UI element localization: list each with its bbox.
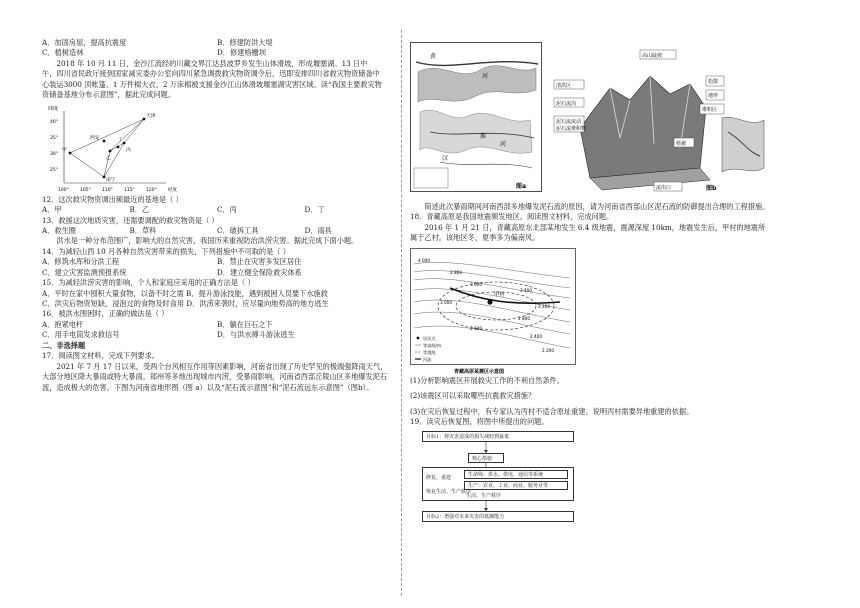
question-15: 15．为减轻洪涝灾害的影响，个人和家庭应采用的正确方法是（ ） <box>42 278 255 288</box>
city-dot <box>143 117 146 120</box>
passage-line: 心装运3000 顶帐篷、1 万件棉大衣、2 万床棉被支援金沙江山体滑坡堰塞湖灾害区域。读“我国主要救灾物 <box>42 79 382 89</box>
question-17: 17．阅读图文材料，完成下列要求。 <box>42 351 159 361</box>
question-18: 18．青藏高原是我国地震频发地区。阅读图文材料，完成问题。 <box>410 212 614 222</box>
passage-line: 大部分地区降大暴雨或特大暴雨。郑州等多地出现城市内涝，受暴雨影响，河南省西部丘陵山区多地爆发泥石 <box>42 372 388 382</box>
map-y-tick: 25° <box>50 167 58 173</box>
diagram-label: 泥石流堆积物 <box>556 126 587 132</box>
henan-topo-map <box>410 42 542 192</box>
question-19: 19．读灾后恢复图，将图中所提出的问题。 <box>410 417 549 427</box>
map-x-tick: 120° <box>146 187 157 193</box>
contour-label: 3 400 <box>520 287 532 293</box>
flow-line-2: 生产：农业、工业、商业、服务业等 <box>464 481 568 490</box>
city-label: 天津 <box>146 113 156 119</box>
map-label: 河 <box>482 73 489 80</box>
option: D．建立健全保险救灾体系 <box>217 267 302 277</box>
map-x-tick: 105° <box>80 187 91 193</box>
passage-line: 资储备基地分布示意图”，据此完成问题。 <box>42 90 176 100</box>
q14-options-row2 <box>42 268 392 278</box>
passage-line: 午，四川省民政厅接到国家减灾委办公室向四川紧急调拨救灾物资调令后，迅即安排四川省救灾物资储备中 <box>42 69 380 79</box>
map-title: 青藏高原某震区示意图 <box>454 368 505 375</box>
city-label: 南宁 <box>106 177 116 183</box>
question-12: 12．这次救灾物资调出频最近的基地是（ ） <box>42 194 183 204</box>
passage-line: 2016 年 1 月 21 日，青藏高原东北部某地发生 6.4 级地震，震源深度 10km，地震发生后，甲村的地震所 <box>424 222 766 232</box>
city-label: 丁 <box>118 137 123 143</box>
option: A．平时在家中囤积大量食物，以备不时之需 B．提升游泳技能，遇到被困人员要下水施救 <box>42 288 328 298</box>
passage-line: 属于乙村。该地区冬，夏季多为偏南风。 <box>410 233 540 243</box>
flow-line-1: 生命线：供水、供电、通信等系统 <box>464 470 568 479</box>
q12-options <box>42 205 392 215</box>
diagram-label: 泥石流流动 <box>556 119 582 125</box>
map-y-tick: 35° <box>50 135 58 141</box>
option: B．草料 <box>129 225 157 235</box>
passage-line: 2018 年 10 月 11 日，金沙江流经的川藏交界江达县波罗乡发生山体滑坡，形成堰塞湖。13 日中 <box>56 58 368 68</box>
diagram-label: 植被 <box>676 141 687 147</box>
contour-label: 2 600 <box>470 325 482 331</box>
question-14: 14．为减轻山西 10 月各种自然灾害带来的损失，下列措施中不可取的是（ ） <box>42 246 290 256</box>
village-label: 甲村 <box>494 291 506 298</box>
city-dot <box>109 149 112 152</box>
q13-options <box>42 226 392 236</box>
column-divider <box>401 30 402 596</box>
option: C．用手电筒发求救信号 <box>42 330 120 340</box>
q14-options-row1 <box>42 257 392 267</box>
option: A．抱紧电杆 <box>42 319 84 329</box>
map-label: 河 <box>500 141 507 148</box>
contour-label: 3 200 <box>538 303 550 309</box>
q16-options-row2 <box>42 330 392 340</box>
relief-base-map <box>46 103 186 195</box>
option: B．乙 <box>129 205 150 215</box>
passage-line: 洪水是一种分布范围广，影响大的自然灾害，我国历来重视防治洪涝灾害。据此完成下面小题。 <box>56 236 359 246</box>
flow-line-3: 生活、生产秩序 <box>466 492 502 499</box>
contour-label: 3 800 <box>450 269 462 275</box>
recovery-flowchart <box>410 431 776 523</box>
flow-left-2: 恢复生活、生产秩序 <box>426 488 472 495</box>
map-y-tick: 30° <box>50 151 58 157</box>
diagram-label: 泥石流沟 <box>556 101 577 107</box>
left-column <box>42 38 392 393</box>
city-label: 西安 <box>90 135 100 141</box>
legend-item: 河流 <box>423 356 432 362</box>
diagram-label: 松散 <box>708 79 719 85</box>
contour-label: 3 600 <box>470 281 482 287</box>
contour-label: 2 400 <box>530 333 542 339</box>
option: A．修筑水库和分洪工程 <box>42 257 120 267</box>
flow-core-box: 核心措施 <box>468 453 504 463</box>
option: A．救生圈 <box>42 225 76 235</box>
q11-options-row2 <box>42 48 392 58</box>
figures-row <box>410 40 776 202</box>
flow-bottom-box: 目标2：增强对未来灾害的抵御能力 <box>422 511 574 522</box>
option: B．躺在巨石之下 <box>217 319 273 329</box>
map-x-tick: 100° <box>58 187 69 193</box>
diagram-label: 地形 <box>708 93 719 99</box>
legend-item: 等高线/m <box>423 342 442 348</box>
map-x-tick: 110° <box>102 187 113 193</box>
option: C．建立灾害监测预报系统 <box>42 267 127 277</box>
village-dot <box>487 299 492 304</box>
map-y-tick: 40° <box>50 119 58 125</box>
question-13: 13．救援这次地质灾害，还需要调配的救灾物资是（ ） <box>42 215 219 225</box>
map-x-label: 经度 <box>168 187 177 193</box>
option: B．禁止在灾害多发区居住 <box>217 257 302 267</box>
map-y-label: 纬度 <box>48 105 59 112</box>
quake-zone-map <box>410 248 576 376</box>
map-x-tick: 115° <box>124 187 135 193</box>
legend-item: 居民点 <box>423 335 436 341</box>
option: D．丁 <box>304 205 325 215</box>
option: D．与洪水搏斗游泳逃生 <box>217 330 295 340</box>
flow-top-box: 目标1：将灾害造成的损失减轻到最低 <box>422 431 574 442</box>
city-dot <box>103 139 106 142</box>
q18-sub: (2)该震区可以采取哪些抗震救灾措施？ <box>410 391 536 401</box>
right-column <box>410 40 776 523</box>
legend-item: 等震线 <box>423 349 436 355</box>
city-label: 丙 <box>126 147 131 153</box>
diagram-label: 清洪区 <box>556 83 572 89</box>
city-dot <box>69 151 72 154</box>
debris-flow-diagram <box>550 48 770 198</box>
city-label: 甲 <box>62 147 67 153</box>
option: C．洪灾后物资短缺，浸泡过的食物及时食用 D．洪涝来袭时，应尽量向地势高的地方逃生 <box>42 299 329 308</box>
map-label: 汉 <box>442 155 449 162</box>
city-label: 乙 <box>106 155 111 161</box>
option: A．加固房屋，提高抗震度 <box>42 38 127 47</box>
contour-label: 2 200 <box>542 347 554 353</box>
contour-label: 2 800 <box>518 315 530 321</box>
option: C．破拆工具 <box>217 225 259 235</box>
city-dot <box>103 175 106 178</box>
section-heading: 二、非选择题 <box>42 340 86 350</box>
passage-line: 2021 年 7 月 17 日以来，受两个台风相互作用等因素影响，河南省出现了历史罕见的极端强降雨天气， <box>56 361 388 371</box>
option: D．修建格栅坝 <box>217 48 266 58</box>
diagram-label: 流出口 <box>656 185 672 191</box>
city-dot <box>123 141 126 144</box>
option: C．丙 <box>217 205 237 215</box>
q16-options-row1 <box>42 320 392 330</box>
diagram-label: 堆积区 <box>702 107 718 113</box>
q18-sub: (1)分析影响震区开展救灾工作的不利自然条件。 <box>410 375 564 385</box>
contour-label: 4 000 <box>418 257 430 263</box>
q18-sub: (3)在灾后恢复过程中，有专家认为丙村不适合原址重建。说明丙村需要异地重建的依据。 <box>410 406 694 416</box>
map-label: 淮 <box>480 133 487 140</box>
flow-left-1: 修复、重建 <box>426 474 452 481</box>
option: B．修建防洪大堤 <box>217 38 273 47</box>
option: C．植树造林 <box>42 48 84 58</box>
option: A．甲 <box>42 205 62 215</box>
contour-label: 3 000 <box>440 299 452 305</box>
question-16: 16．被洪水围困时，正确的做法是（ ） <box>42 309 169 319</box>
figure-caption: 图a <box>516 183 527 190</box>
city-dot <box>117 145 120 148</box>
diagram-label: 高山陡坡 <box>642 53 663 59</box>
question-17-ask: 简述此次暴雨期间河南西部多地爆发泥石流的原因，请为河南省西部山区泥石流的防御提出合理的工程措施。 <box>424 202 770 211</box>
option: D．雨具 <box>304 225 332 235</box>
figure-caption: 图b <box>706 185 717 192</box>
q11-options-row1 <box>42 38 392 48</box>
map-label: 黄 <box>430 53 437 60</box>
passage-line: 流，造成极大的危害。下图为河南省地形图（图 a）以及“泥石流示意图”和“泥石流远东示意图”（图b）。 <box>42 382 374 392</box>
